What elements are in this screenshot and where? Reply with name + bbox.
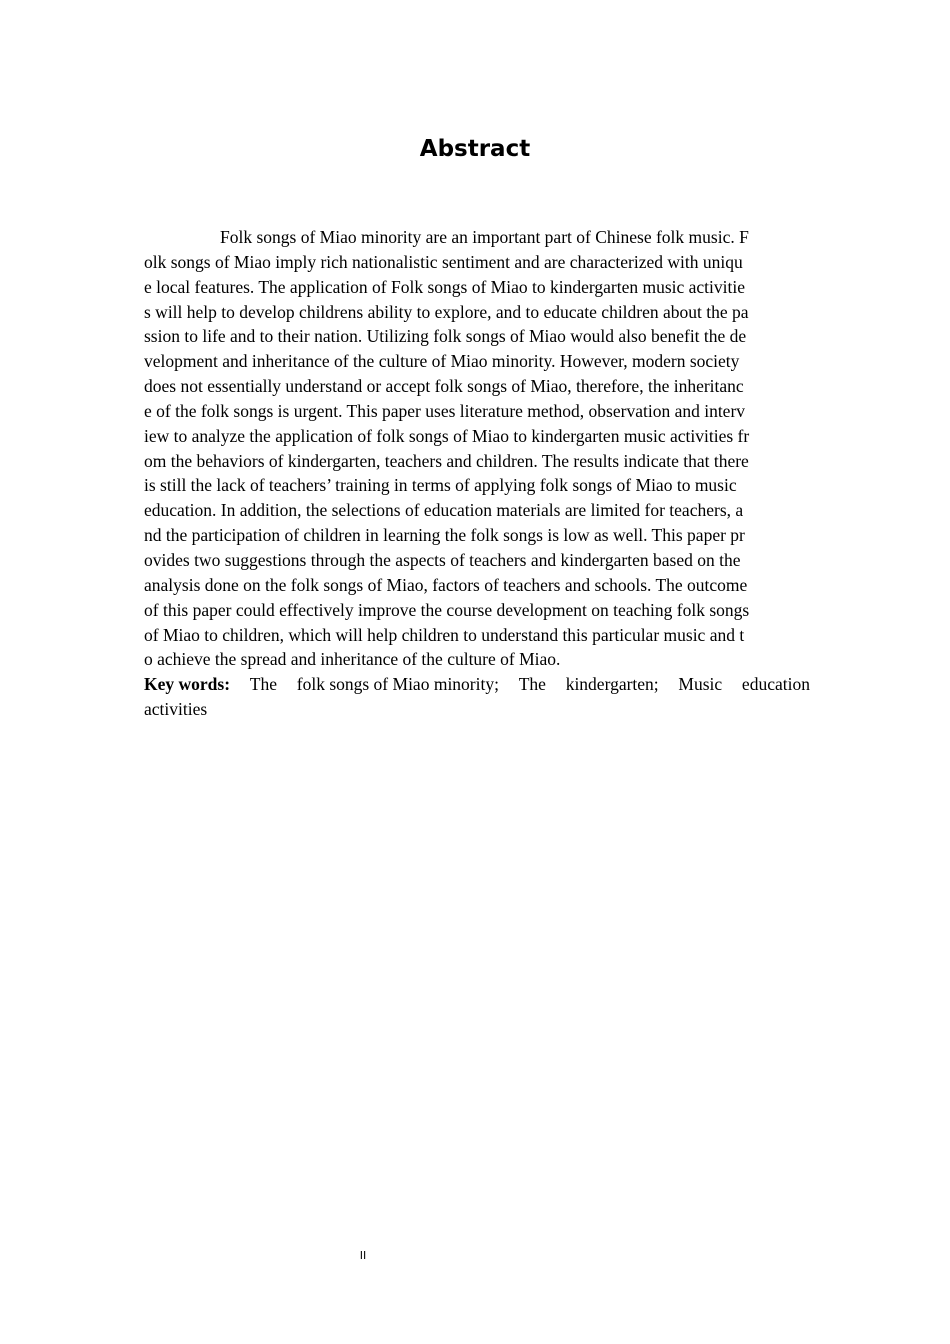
keyword-item: folk songs of Miao minority; — [296, 674, 499, 695]
keywords-line — [144, 672, 810, 697]
page-number: II — [359, 1249, 367, 1262]
abstract-line: Folk songs of Miao minority are an important part of Chinese folk music. F — [220, 227, 749, 247]
keyword-item: Music — [678, 674, 723, 695]
abstract-line: does not essentially understand or accept folk songs of Miao, therefore, the inheritanc — [144, 376, 744, 397]
abstract-line: analysis done on the folk songs of Miao, factors of teachers and schools. The outcome — [144, 574, 748, 595]
abstract-line: om the behaviors of kindergarten, teachers and children. The results indicate that there — [144, 450, 749, 471]
abstract-line: e of the folk songs is urgent. This paper uses literature method, observation and interv — [144, 400, 746, 421]
keyword-item: The — [249, 674, 277, 695]
abstract-line: is still the lack of teachers’ training in terms of applying folk songs of Miao to music — [144, 475, 737, 496]
abstract-line: ovides two suggestions through the aspects of teachers and kindergarten based on the — [144, 549, 741, 570]
keywords-continuation: activities — [144, 699, 208, 720]
keyword-item: education — [741, 674, 810, 695]
abstract-line: s will help to develop childrens ability to explore, and to educate children about the pa — [144, 301, 749, 322]
abstract-line: education. In addition, the selections of education materials are limited for teachers, a — [144, 500, 744, 521]
abstract-line: ssion to life and to their nation. Utilizing folk songs of Miao would also benefit the de — [144, 326, 747, 347]
abstract-line: o achieve the spread and inheritance of the culture of Miao. — [144, 649, 561, 670]
abstract-line: nd the participation of children in learning the folk songs is low as well. This paper pr — [144, 525, 745, 546]
abstract-line: of this paper could effectively improve the course development on teaching folk songs — [144, 599, 750, 620]
abstract-line: olk songs of Miao imply rich nationalistic sentiment and are characterized with uniqu — [144, 251, 743, 272]
page-title: Abstract — [419, 136, 531, 162]
keyword-item: kindergarten; — [565, 674, 659, 695]
abstract-line: e local features. The application of Folk songs of Miao to kindergarten music activitie — [144, 276, 745, 297]
keyword-item: The — [518, 674, 546, 695]
abstract-line: velopment and inheritance of the culture of Miao minority. However, modern society — [144, 351, 740, 372]
abstract-body — [144, 225, 810, 722]
abstract-line: of Miao to children, which will help children to understand this particular music and t — [144, 624, 745, 645]
keywords-label: Key words: — [144, 674, 231, 695]
abstract-line: iew to analyze the application of folk songs of Miao to kindergarten music activities fr — [144, 425, 750, 446]
